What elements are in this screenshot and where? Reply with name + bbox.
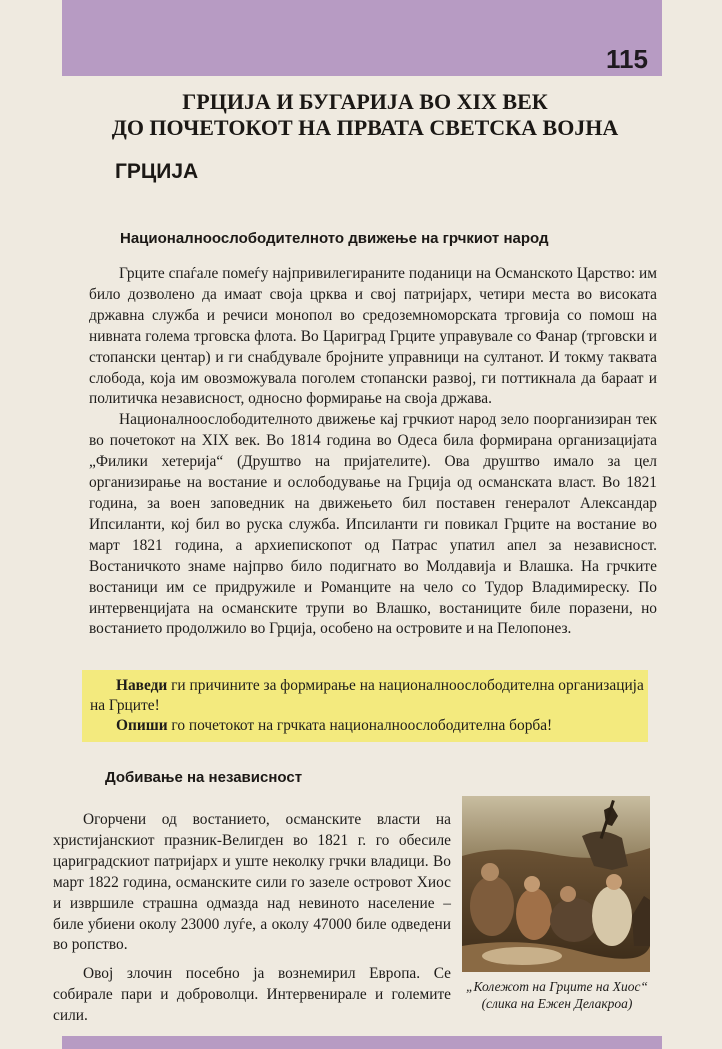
subheading-independence: Добивање на независност (105, 769, 303, 786)
footer-band (62, 1036, 662, 1049)
image-caption: „Колежот на Грците на Хиос“ (слика на Ежен Делакроа) (466, 979, 648, 1011)
task-text (90, 676, 646, 736)
task-body: ги причините за формирање на националноослободителна организација на Грците! (90, 677, 644, 714)
section-title: ГРЦИЈА (115, 160, 199, 183)
paragraph: Огорчени од востанието, османските власти на христијанскиот празник-Велигден во 1821 г. го обесиле цариградскиот патријарх и уште неколку грчки владици. Во март 1822 година, османските сили го зазеле островот Хиос и извршиле страшна одмазда над невиното население – биле убиени околу 23000 луѓе, а околу 47000 биле одведени во ропство. (53, 811, 451, 954)
text-block-movement (89, 264, 657, 640)
task-item (90, 676, 646, 716)
header-band (62, 0, 662, 76)
task-item (90, 716, 646, 736)
task-body: го почетокот на грчката националноослободителна борба! (167, 717, 553, 734)
subheading-national-movement: Националноослободителното движење на грчкиот народ (120, 230, 549, 247)
task-verb: Наведи (116, 677, 168, 694)
title-line-2: ДО ПОЧЕТОКОТ НА ПРВАТА СВЕТСКА ВОЈНА (111, 115, 619, 140)
painting-illustration (462, 796, 650, 972)
task-verb: Опиши (116, 717, 168, 734)
page-number: 115 (606, 44, 648, 74)
paragraph: Грците спаѓале помеѓу најпривилегираните поданици на Османското Царство: им било дозволено да имаат своја црква и свој патријарх, четири места во високата државна служба и речиси монопол во средоземноморската трговија со помош на нивната голема трговска флота. Во Цариград Грците управувале со Фанар (трговски и стопански центар) и ги снабдувале бројните управници на султанот. И токму таквата слобода, која им овозможувала поголем стопански развој, ги поттикнала да бараат и политичка независност, односно формирање на своја држава. (89, 265, 657, 408)
paragraph: Овој злочин посебно ја вознемирил Европа. Се собирале пари и доброволци. Интервенирале и големите сили. (53, 965, 451, 1024)
title-line-1: ГРЦИЈА И БУГАРИЈА ВО XIX ВЕК (182, 89, 548, 114)
text-block-europe (53, 964, 451, 1027)
paragraph: Националноослободителното движење кај грчкиот народ зело поорганизиран тек во почетокот на XIX век. Во 1814 година во Одеса била формирана организацијата „Филики хетерија“ (Друштво на пријателите). Ова друштво имало за цел организирање на востание и ослободување на Грција од османската власт. Во 1821 година, за воен заповедник на движењето бил поставен генералот Александар Ипсиланти, кој бил во руска служба. Ипсиланти ги повикал Грците на востание во март 1821 година, а архиепископот од Патрас упатил апел за независност. Востаничкото знаме најпрво било подигнато во Молдавија и Влашка. На грчките востаници им се придружиле и Романците на чело со Тудор Владимиреску. По интервенцијата на османските трупи во Влашко, востаниците биле поразени, но востанието продолжило во Грција, особено на островите и на Пелопонез. (89, 411, 657, 638)
painting-image (462, 796, 650, 972)
text-block-independence (53, 810, 451, 956)
page-title (70, 89, 660, 141)
